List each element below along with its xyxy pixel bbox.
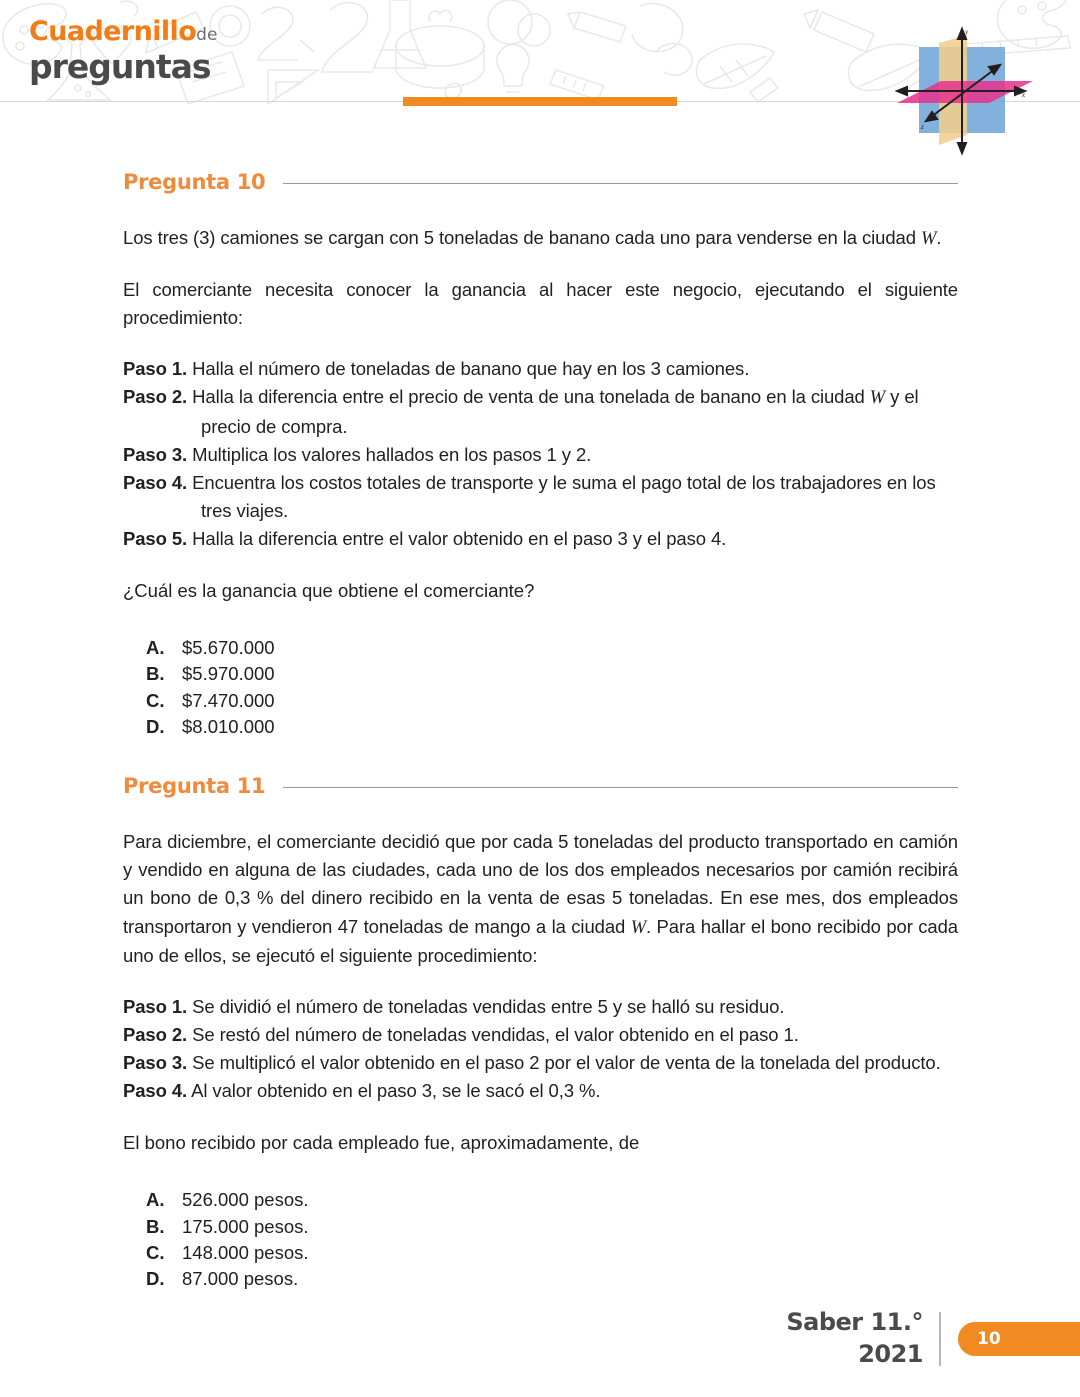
step-label: Paso 1. bbox=[123, 358, 188, 380]
step-text: Al valor obtenido en el paso 3, se le sacó el 0,3 %. bbox=[191, 1080, 601, 1102]
option-value: $5.670.000 bbox=[182, 637, 275, 659]
step-text: Halla la diferencia entre el valor obtenido en el paso 3 y el paso 4. bbox=[192, 527, 727, 549]
cuadernillo-logo bbox=[29, 16, 218, 86]
step-item bbox=[123, 383, 958, 440]
step-label: Paso 4. bbox=[123, 1080, 188, 1102]
question-10-paragraph-1: Los tres (3) camiones se cargan con 5 toneladas de banano cada uno para venderse en la ciudad W. bbox=[123, 227, 942, 249]
option-letter: A. bbox=[146, 1189, 165, 1211]
step-label: Paso 2. bbox=[123, 386, 188, 408]
step-item bbox=[123, 355, 958, 383]
step-text: Se multiplicó el valor obtenido en el paso 2 por el valor de venta de la tonelada del producto. bbox=[192, 1052, 941, 1074]
variable-w: W bbox=[920, 229, 937, 249]
page-content bbox=[123, 170, 958, 1292]
page-header bbox=[0, 0, 1080, 168]
logo-second-line: preguntas bbox=[29, 47, 211, 86]
step-label: Paso 3. bbox=[123, 443, 188, 465]
question-10-title: Pregunta 10 bbox=[123, 170, 266, 194]
question-11-options bbox=[123, 1187, 958, 1292]
question-10-options bbox=[123, 635, 958, 740]
question-11-heading-rule bbox=[283, 787, 958, 788]
option-b[interactable] bbox=[123, 1214, 958, 1240]
question-10-paragraph-2: El comerciante necesita conocer la ganancia al hacer este negocio, ejecutando el siguiente procedimiento: bbox=[123, 279, 958, 329]
option-c[interactable] bbox=[123, 1240, 958, 1266]
exam-name: Saber 11.° bbox=[786, 1308, 923, 1337]
page-footer bbox=[786, 1303, 1080, 1375]
question-10-heading-rule bbox=[283, 183, 958, 184]
axis-label-z: z bbox=[921, 123, 924, 131]
option-value: $8.010.000 bbox=[182, 716, 275, 737]
logo-main-word: Cuadernillo bbox=[29, 16, 197, 47]
option-d[interactable] bbox=[123, 1266, 958, 1292]
logo-de-word: de bbox=[196, 25, 218, 45]
step-label: Paso 5. bbox=[123, 527, 188, 549]
option-letter: C. bbox=[146, 1241, 165, 1263]
question-11-prompt: El bono recibido por cada empleado fue, aproximadamente, de bbox=[123, 1132, 640, 1154]
step-item bbox=[123, 1021, 958, 1049]
option-a[interactable] bbox=[123, 635, 958, 661]
variable-w: W bbox=[630, 917, 647, 938]
option-d[interactable] bbox=[123, 714, 958, 740]
exam-label bbox=[786, 1307, 939, 1370]
option-value: 87.000 pesos. bbox=[182, 1268, 299, 1290]
question-11-title: Pregunta 11 bbox=[123, 774, 266, 799]
header-orange-bar bbox=[403, 97, 677, 106]
exam-year: 2021 bbox=[858, 1340, 923, 1368]
option-letter: A. bbox=[146, 637, 165, 659]
option-value: $7.470.000 bbox=[182, 689, 275, 711]
option-c[interactable] bbox=[123, 688, 958, 714]
option-letter: B. bbox=[146, 1215, 165, 1237]
question-10-steps bbox=[123, 355, 958, 553]
page-number: 10 bbox=[977, 1329, 1001, 1349]
step-item bbox=[123, 993, 958, 1021]
step-item bbox=[123, 441, 958, 469]
step-text: Se restó del número de toneladas vendidas, el valor obtenido en el paso 1. bbox=[192, 1023, 799, 1045]
option-letter: D. bbox=[146, 716, 165, 737]
option-letter: D. bbox=[146, 1268, 165, 1290]
option-value: 526.000 pesos. bbox=[182, 1189, 309, 1211]
step-label: Paso 2. bbox=[123, 1023, 188, 1045]
coordinate-planes-icon bbox=[895, 25, 1035, 160]
question-10-prompt: ¿Cuál es la ganancia que obtiene el comerciante? bbox=[123, 580, 535, 602]
axis-label-y: y bbox=[965, 28, 969, 36]
step-text: Multiplica los valores hallados en los pasos 1 y 2. bbox=[192, 443, 592, 465]
step-label: Paso 4. bbox=[123, 471, 188, 493]
step-text: Se dividió el número de toneladas vendidas entre 5 y se halló su residuo. bbox=[192, 995, 785, 1017]
option-letter: B. bbox=[146, 663, 165, 685]
step-label: Paso 1. bbox=[123, 995, 188, 1017]
option-value: $5.970.000 bbox=[182, 663, 275, 685]
option-value: 148.000 pesos. bbox=[182, 1241, 309, 1263]
variable-w: W bbox=[869, 388, 886, 409]
question-block-11 bbox=[123, 774, 958, 1292]
axis-label-x: x bbox=[1022, 91, 1026, 99]
step-item bbox=[123, 1077, 958, 1105]
question-10-heading bbox=[123, 170, 958, 194]
option-letter: C. bbox=[146, 689, 165, 711]
page-number-badge bbox=[958, 1322, 1080, 1356]
footer-divider bbox=[939, 1312, 941, 1366]
question-11-paragraph-1: Para diciembre, el comerciante decidió que por cada 5 toneladas del producto transportado en camión y vendido en alguna de las ciudades, cada uno de los dos empleados necesarios por camión recibirá un bono de 0,3 % del dinero recibido en la venta de esas 5 toneladas. En ese mes, dos empleados transportaron y vendieron 47 toneladas de mango a la ciudad W. Para hallar el bono recibido por cada uno de ellos, se ejecutó el siguiente procedimiento: bbox=[123, 831, 958, 966]
step-item bbox=[123, 525, 958, 553]
step-item bbox=[123, 1049, 958, 1077]
step-text: Encuentra los costos totales de transporte y le suma el pago total de los trabajadores en los tres viajes. bbox=[192, 471, 936, 521]
step-label: Paso 3. bbox=[123, 1052, 188, 1074]
step-item bbox=[123, 469, 958, 525]
question-block-10 bbox=[123, 170, 958, 740]
step-text: Halla la diferencia entre el precio de venta de una tonelada de banano en la ciudad W y el precio de compra. bbox=[192, 386, 919, 437]
option-value: 175.000 pesos. bbox=[182, 1215, 309, 1237]
option-a[interactable] bbox=[123, 1187, 958, 1213]
option-b[interactable] bbox=[123, 661, 958, 687]
question-11-steps bbox=[123, 993, 958, 1105]
question-11-heading bbox=[123, 774, 958, 798]
step-text: Halla el número de toneladas de banano que hay en los 3 camiones. bbox=[192, 358, 750, 380]
